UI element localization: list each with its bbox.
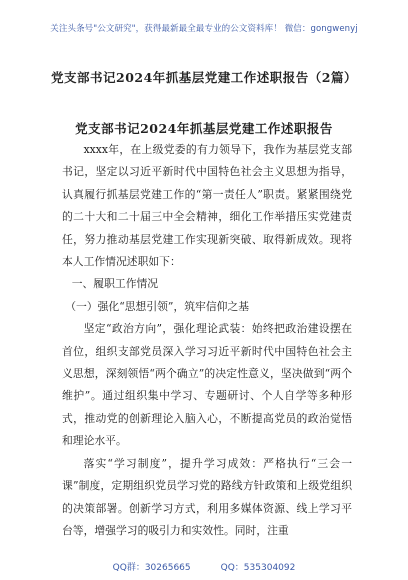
qq-group: QQ群：30265665 [112,563,191,573]
footer-contact [0,560,408,573]
qq-number: QQ：535304092 [220,563,296,573]
header-banner: 关注头条号"公文研究"，获得最新最全最专业的公文资料库！ 微信：gongwenyj [50,24,358,34]
document-subtitle: 党支部书记2024年抓基层党建工作述职报告 [75,121,333,136]
document-body [62,139,352,542]
intro-paragraph: xxxx年，在上级党委的有力领导下，我作为基层党支部书记，坚定以习近平新时代中国特色社会主义思想为指导，认真履行抓基层党建工作的“第一责任人”职责。紧紧围绕党的二十大和二十届三中全会精神，细化工作举措压实党建责任，努力推动基层党建工作实现新突破、取得新成效。现将本人工作情况述职如下： [62,143,352,269]
subsection-heading: （一）强化“思想引领”，筑牢信仰之基 [65,299,250,313]
body-paragraph: 落实“学习制度”，提升学习成效：严格执行“三会一课”制度，定期组织党员学习党的路线方针政策和上级党组织的决策部署。创新学习方式，利用多媒体资源、线上学习平台等，增强学习的吸引力和实效性。同时，注重 [62,456,352,537]
body-paragraph: 坚定“政治方向”，强化理论武装：始终把政治建设摆在首位，组织支部党员深入学习习近平新时代中国特色社会主义思想，深刻领悟“两个确立”的决定性意义，坚决做到“两个维护”。通过组织集中学习、专题研讨、个人自学等多种形式，推动党的创新理论入脑入心，不断提高党员的政治觉悟和理论水平。 [62,322,352,448]
section-heading: 一、履职工作情况 [71,277,159,291]
document-title: 党支部书记2024年抓基层党建工作述职报告（2篇） [51,70,357,85]
